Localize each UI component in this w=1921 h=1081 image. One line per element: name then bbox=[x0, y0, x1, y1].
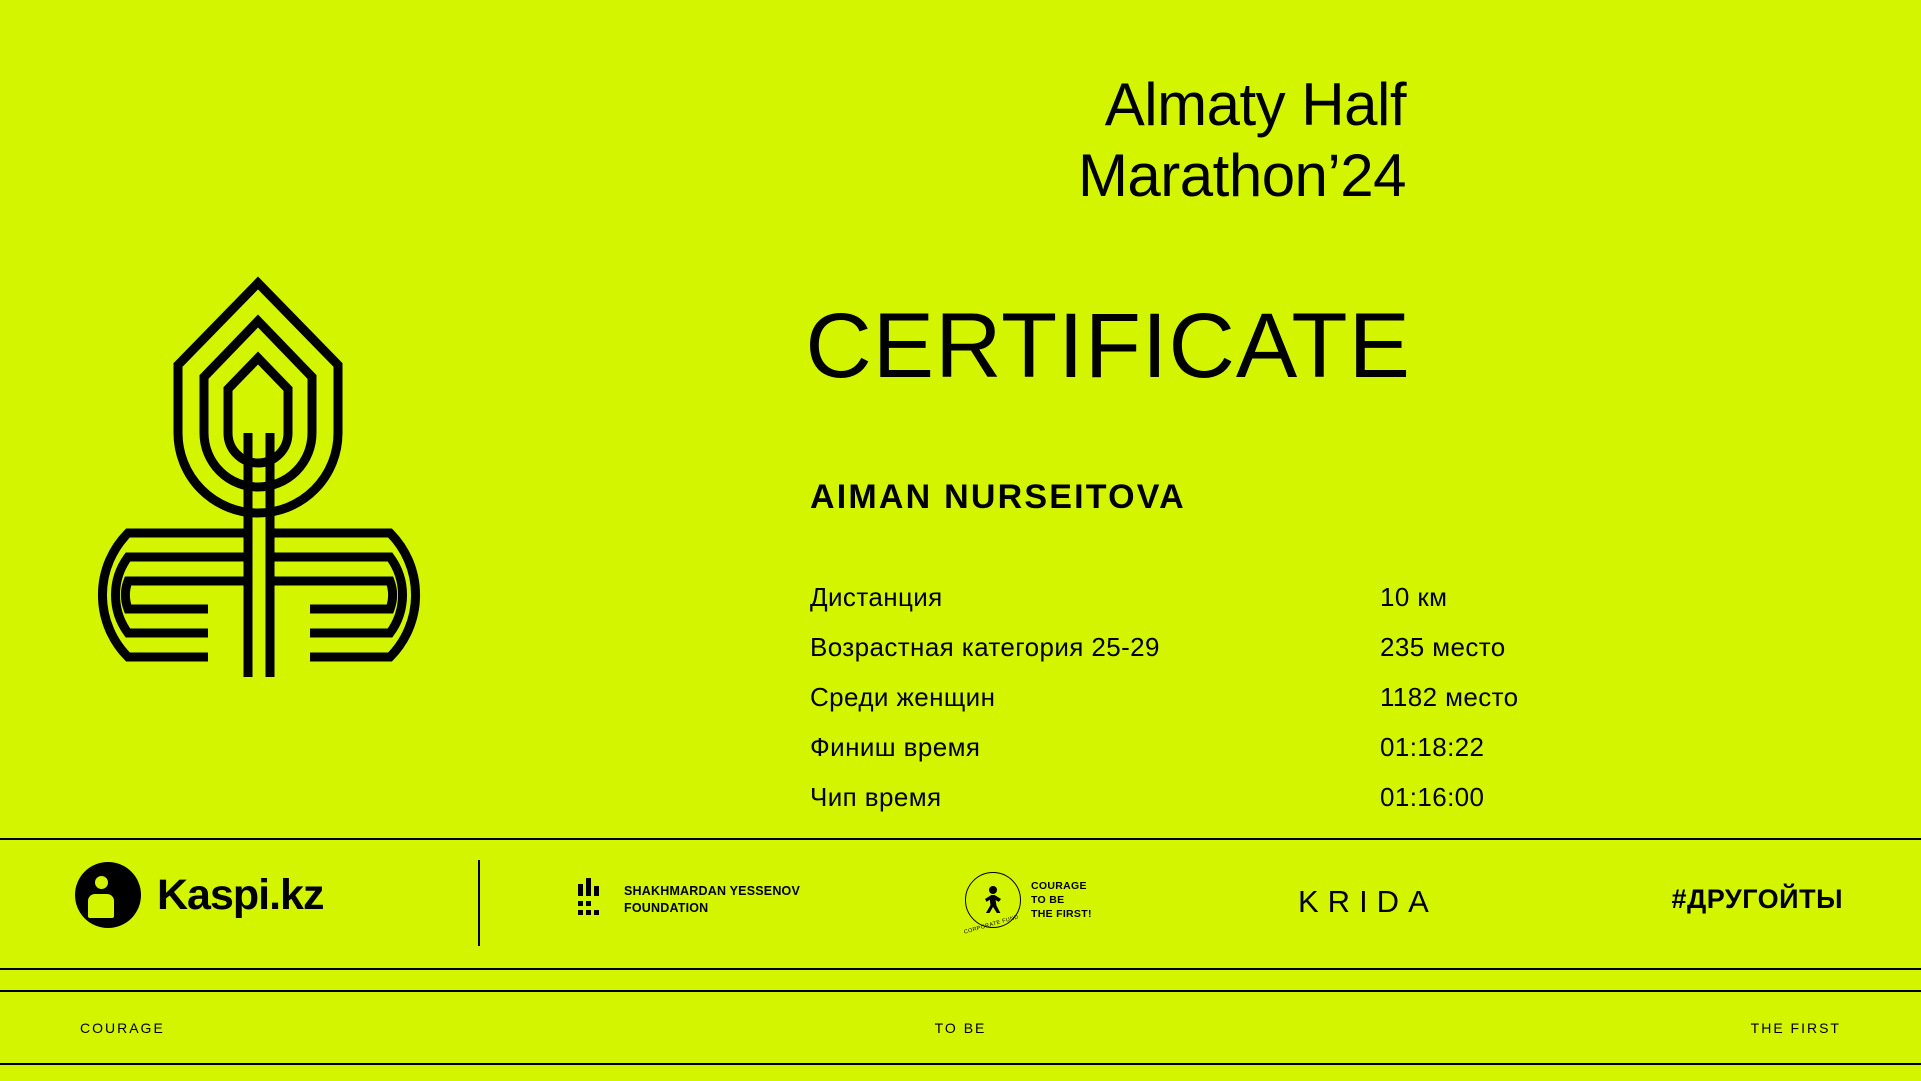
sponsor-yessenov-line-2: FOUNDATION bbox=[624, 901, 709, 915]
footer-slogan bbox=[0, 992, 1921, 1063]
sponsor-yessenov-label bbox=[624, 883, 800, 917]
result-value: 10 км bbox=[1380, 582, 1448, 612]
footer-left: COURAGE bbox=[80, 1019, 165, 1036]
result-label: Дистанция bbox=[810, 582, 943, 612]
result-label: Финиш время bbox=[810, 732, 981, 762]
table-row bbox=[810, 572, 1710, 622]
sponsor-courage-fund bbox=[963, 872, 1092, 936]
event-title bbox=[506, 70, 1406, 212]
athlete-name: AIMAN NURSEITOVA bbox=[810, 478, 1186, 516]
table-row bbox=[810, 622, 1710, 672]
result-value: 1182 место bbox=[1380, 682, 1519, 712]
yessenov-foundation-icon bbox=[578, 878, 610, 922]
sponsor-courage-line-1: COURAGE bbox=[1031, 879, 1087, 892]
document-type-heading: CERTIFICATE bbox=[805, 295, 1411, 397]
sponsor-krida: KRIDA bbox=[1298, 884, 1438, 919]
result-value: 01:18:22 bbox=[1380, 732, 1485, 762]
sponsor-courage-line-3: THE FIRST! bbox=[1031, 908, 1092, 921]
sponsor-yessenov bbox=[578, 878, 800, 922]
event-title-line-1: Almaty Half bbox=[1104, 71, 1406, 138]
results-table bbox=[810, 572, 1710, 822]
table-row bbox=[810, 722, 1710, 772]
tulip-logo-icon bbox=[60, 165, 560, 725]
divider-middle bbox=[0, 968, 1921, 970]
footer-center: TO BE bbox=[934, 1019, 987, 1036]
sponsor-yessenov-line-1: SHAKHMARDAN YESSENOV bbox=[624, 884, 801, 899]
courage-fund-icon bbox=[963, 872, 1021, 936]
divider-bottom bbox=[0, 1063, 1921, 1065]
result-label: Чип время bbox=[810, 782, 942, 812]
sponsor-bar bbox=[0, 840, 1921, 968]
result-label: Возрастная категория 25-29 bbox=[810, 632, 1160, 662]
sponsor-courage-label bbox=[1031, 879, 1092, 922]
sponsor-kaspi-label: Kaspi.kz bbox=[157, 870, 324, 919]
sponsor-courage-line-2: TO BE bbox=[1031, 893, 1065, 906]
table-row bbox=[810, 772, 1710, 822]
event-title-line-2: Marathon’24 bbox=[1077, 141, 1406, 209]
sponsor-drugoity: #ДРУГОЙТЫ bbox=[1671, 884, 1843, 914]
sponsor-divider bbox=[478, 860, 480, 946]
result-label: Среди женщин bbox=[810, 682, 996, 712]
kaspi-logo-icon bbox=[75, 862, 141, 928]
result-value: 01:16:00 bbox=[1380, 782, 1485, 812]
courage-ring-text: CORPORATE FUND bbox=[963, 914, 1020, 936]
result-value: 235 место bbox=[1380, 632, 1506, 662]
sponsor-kaspi bbox=[75, 862, 323, 928]
footer-right: THE FIRST bbox=[1750, 1019, 1841, 1036]
table-row bbox=[810, 672, 1710, 722]
